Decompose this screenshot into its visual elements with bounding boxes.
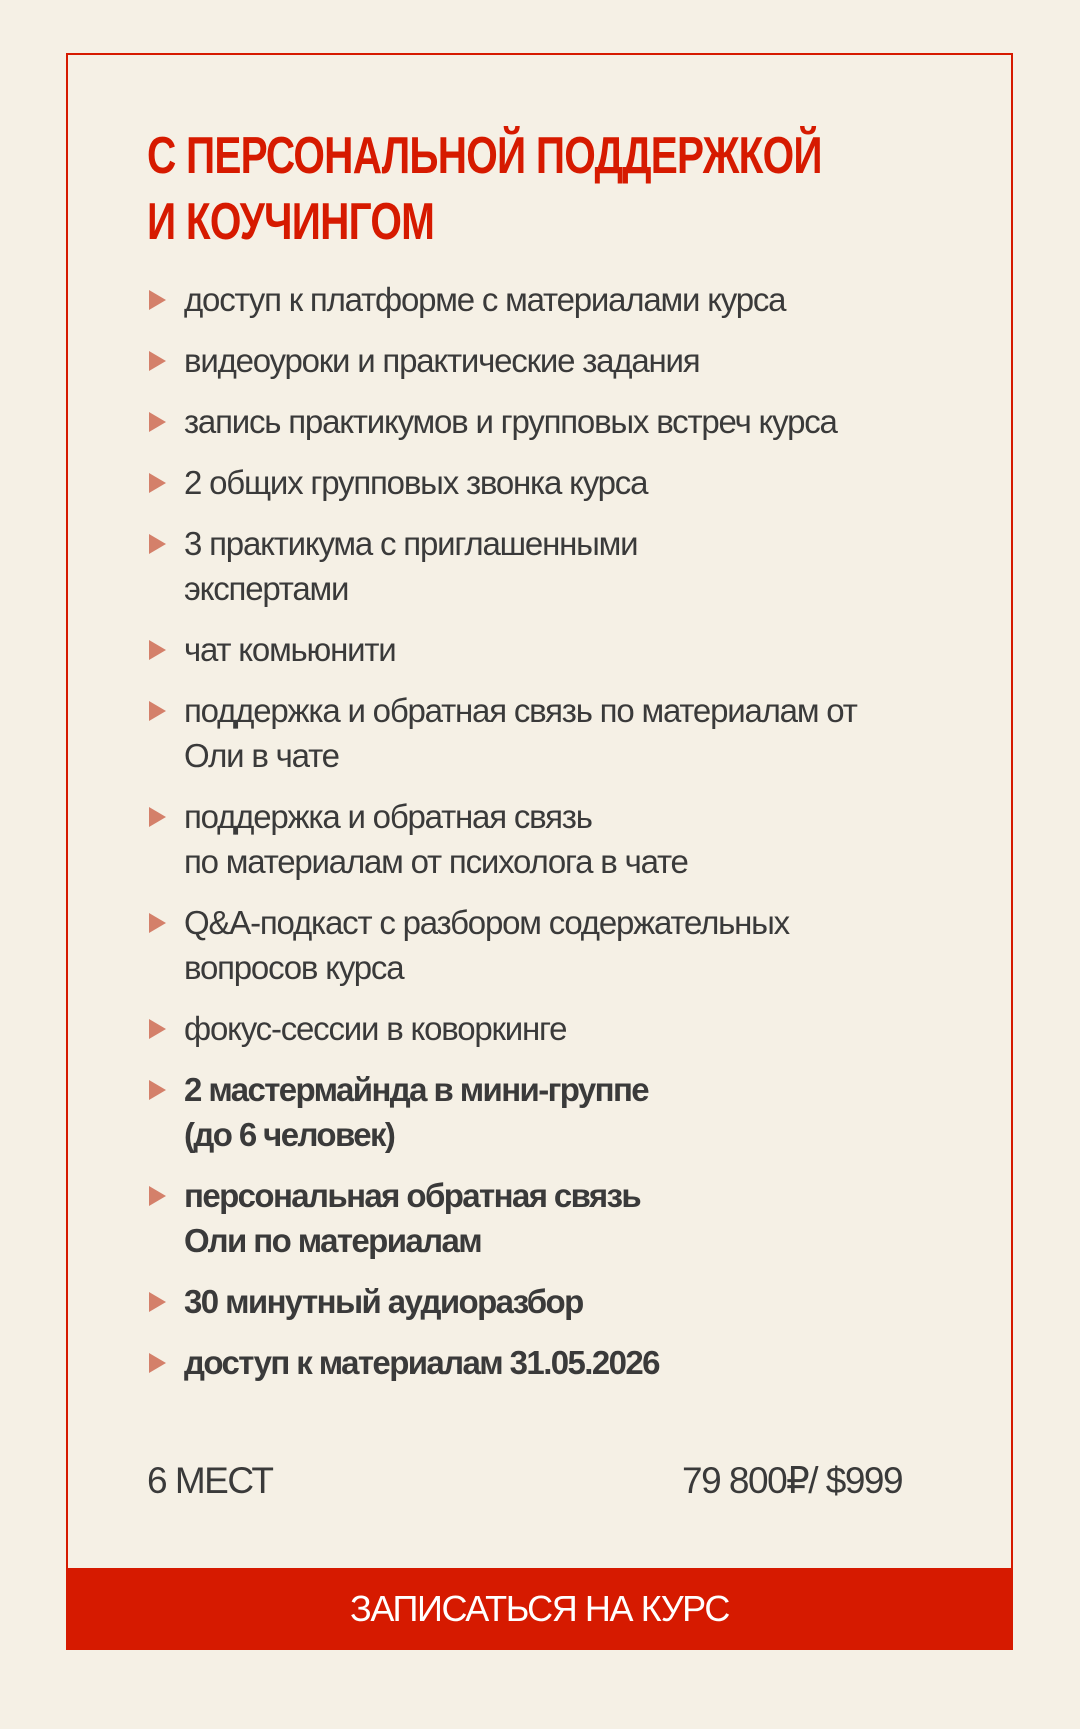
price: 79 800₽/ $999 (682, 1460, 903, 1501)
triangle-right-icon (149, 701, 166, 721)
feature-text: доступ к платформе с материалами курса (184, 281, 786, 318)
seats-count: 6 МЕСТ (147, 1460, 273, 1501)
feature-item (147, 627, 987, 672)
feature-item-highlighted (147, 1067, 987, 1157)
feature-text: поддержка и обратная связь по материалам от (184, 692, 857, 729)
feature-text: экспертами (184, 570, 349, 607)
triangle-right-icon (149, 1019, 166, 1039)
enroll-button[interactable]: ЗАПИСАТЬСЯ НА КУРС (66, 1568, 1013, 1650)
feature-text: чат комьюнити (184, 631, 396, 668)
feature-text: Оли по материалам (184, 1222, 482, 1259)
feature-text: 3 практикума с приглашенными (184, 525, 638, 562)
feature-text: 2 мастермайнда в мини-группе (184, 1071, 649, 1108)
feature-item-highlighted (147, 1279, 987, 1324)
feature-text: 30 минутный аудиоразбор (184, 1283, 583, 1320)
feature-text: видеоуроки и практические задания (184, 342, 700, 379)
feature-text: персональная обратная связь (184, 1177, 641, 1214)
feature-text: 2 общих групповых звонка курса (184, 464, 648, 501)
feature-item (147, 1006, 987, 1051)
feature-item (147, 338, 987, 383)
triangle-right-icon (149, 473, 166, 493)
feature-item (147, 460, 987, 505)
feature-text: поддержка и обратная связь (184, 798, 592, 835)
triangle-right-icon (149, 1080, 166, 1100)
feature-text: Q&A-подкаст с разбором содержательных (184, 904, 789, 941)
tariff-card (66, 53, 1013, 1650)
triangle-right-icon (149, 1353, 166, 1373)
triangle-right-icon (149, 1292, 166, 1312)
triangle-right-icon (149, 807, 166, 827)
feature-item (147, 399, 987, 444)
feature-item-highlighted (147, 1173, 987, 1263)
feature-text: по материалам от психолога в чате (184, 843, 688, 880)
triangle-right-icon (149, 640, 166, 660)
feature-list (147, 277, 987, 1401)
feature-text: фокус-сессии в коворкинге (184, 1010, 567, 1047)
feature-item (147, 900, 987, 990)
feature-text: запись практикумов и групповых встреч курса (184, 403, 837, 440)
triangle-right-icon (149, 913, 166, 933)
tariff-title-line-1: С ПЕРСОНАЛЬНОЙ ПОДДЕРЖКОЙ (147, 127, 822, 185)
triangle-right-icon (149, 412, 166, 432)
tariff-title-line-2: И КОУЧИНГОМ (147, 193, 435, 251)
feature-text: Оли в чате (184, 737, 339, 774)
feature-text: вопросов курса (184, 949, 404, 986)
feature-text: (до 6 человек) (184, 1116, 395, 1153)
feature-item (147, 277, 987, 322)
feature-item-highlighted (147, 1340, 987, 1385)
tariff-title (147, 123, 822, 255)
feature-item (147, 688, 987, 778)
feature-item (147, 794, 987, 884)
feature-text: доступ к материалам 31.05.2026 (184, 1344, 659, 1381)
triangle-right-icon (149, 534, 166, 554)
triangle-right-icon (149, 1186, 166, 1206)
triangle-right-icon (149, 351, 166, 371)
feature-item (147, 521, 987, 611)
triangle-right-icon (149, 290, 166, 310)
